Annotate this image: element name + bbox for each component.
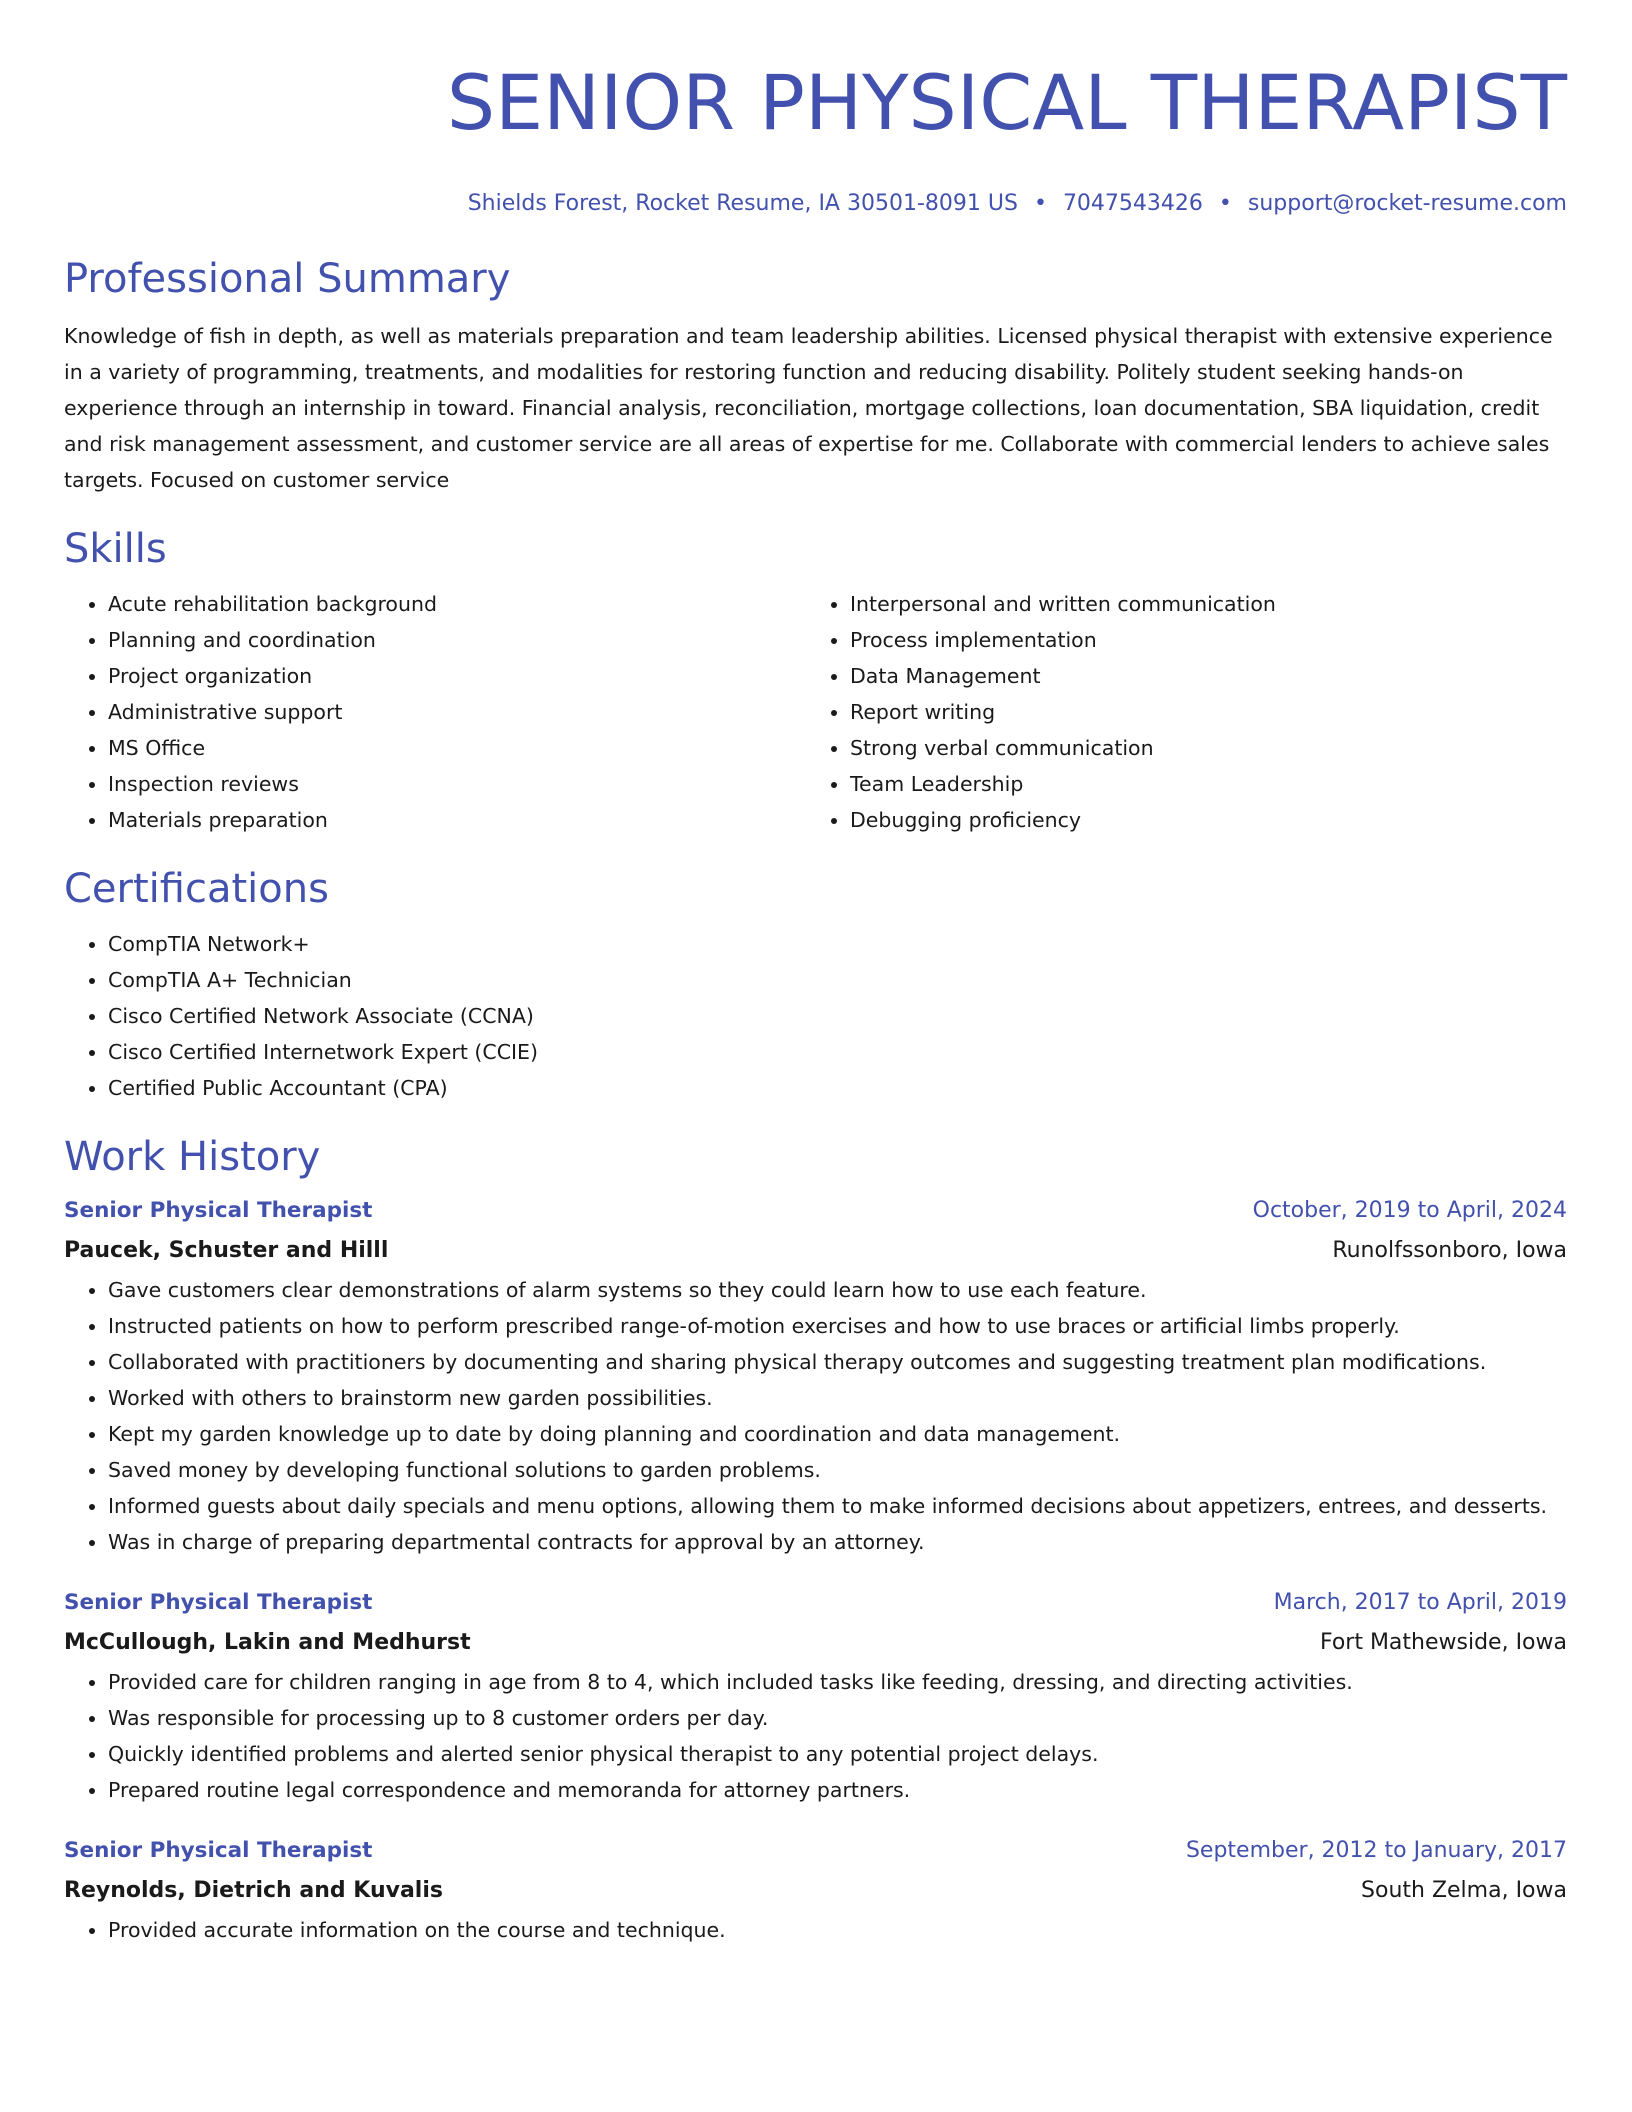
skill-item: • Inspection reviews bbox=[108, 766, 806, 802]
job-duties-list bbox=[64, 1272, 1567, 1560]
job-location: South Zelma, Iowa bbox=[1361, 1878, 1567, 1903]
contact-separator: • bbox=[1218, 191, 1232, 216]
job-title: Senior Physical Therapist bbox=[64, 1838, 373, 1863]
skill-item: • Project organization bbox=[108, 658, 806, 694]
certification-item: • Cisco Certified Network Associate (CCNA) bbox=[108, 998, 1567, 1034]
certification-item: • CompTIA A+ Technician bbox=[108, 962, 1567, 998]
job-title: Senior Physical Therapist bbox=[64, 1198, 373, 1223]
summary-text: Knowledge of fish in depth, as well as materials preparation and team leadership abilities. Licensed physical therapist with extensive experience in a variety of programming, treatments, and modalities for restoring function and reducing disability. Politely student seeking hands-on experience through an internship in toward. Financial analysis, reconciliation, mortgage collections, loan documentation, SBA liquidation, credit and risk management assessment, and customer service are all areas of expertise for me. Collaborate with commercial lenders to achieve sales targets. Focused on customer service bbox=[64, 324, 1553, 492]
skills-column-left bbox=[64, 586, 806, 838]
resume-page bbox=[64, 0, 1567, 1948]
job-duty-item: • Prepared routine legal correspondence and memoranda for attorney partners. bbox=[108, 1772, 1567, 1808]
job-company: Reynolds, Dietrich and Kuvalis bbox=[64, 1878, 443, 1903]
job-title: Senior Physical Therapist bbox=[64, 1590, 373, 1615]
job-dates: March, 2017 to April, 2019 bbox=[1273, 1590, 1567, 1615]
job-dates: October, 2019 to April, 2024 bbox=[1252, 1198, 1567, 1223]
job-duty-item: • Worked with others to brainstorm new garden possibilities. bbox=[108, 1380, 1567, 1416]
skill-item: • Planning and coordination bbox=[108, 622, 806, 658]
skill-item: • Acute rehabilitation background bbox=[108, 586, 806, 622]
certification-item: • CompTIA Network+ bbox=[108, 926, 1567, 962]
certifications-heading: Certifications bbox=[64, 866, 329, 912]
work-history-section bbox=[64, 1132, 1567, 1948]
job-subheader bbox=[64, 1230, 1567, 1272]
job-subheader bbox=[64, 1622, 1567, 1664]
job-duty-item: • Quickly identified problems and alerted senior physical therapist to any potential project delays. bbox=[108, 1736, 1567, 1772]
job-duty-item: • Collaborated with practitioners by documenting and sharing physical therapy outcomes and suggesting treatment plan modifications. bbox=[108, 1344, 1567, 1380]
job-subheader bbox=[64, 1870, 1567, 1912]
skill-item: • Debugging proficiency bbox=[850, 802, 1548, 838]
certifications-section bbox=[64, 864, 1567, 1106]
job-duty-item: • Instructed patients on how to perform prescribed range-of-motion exercises and how to use braces or artificial limbs properly. bbox=[108, 1308, 1567, 1344]
job-location: Runolfssonboro, Iowa bbox=[1332, 1238, 1567, 1263]
certification-item: • Certified Public Accountant (CPA) bbox=[108, 1070, 1567, 1106]
job-duty-item: • Was in charge of preparing departmental contracts for approval by an attorney. bbox=[108, 1524, 1567, 1560]
skill-item: • Process implementation bbox=[850, 622, 1548, 658]
contact-separator: • bbox=[1033, 191, 1047, 216]
contact-phone: 7047543426 bbox=[1062, 191, 1203, 216]
job-company: Paucek, Schuster and Hilll bbox=[64, 1238, 389, 1263]
job-header bbox=[64, 1584, 1567, 1622]
skills-column-right bbox=[806, 586, 1548, 838]
job-entry bbox=[64, 1192, 1567, 1560]
job-duty-item: • Gave customers clear demonstrations of alarm systems so they could learn how to use each feature. bbox=[108, 1272, 1567, 1308]
skill-list bbox=[806, 586, 1548, 838]
skill-item: • Materials preparation bbox=[108, 802, 806, 838]
job-header bbox=[64, 1192, 1567, 1230]
contact-address: Shields Forest, Rocket Resume, IA 30501-8091 US bbox=[467, 191, 1018, 216]
job-list bbox=[64, 1192, 1567, 1948]
contact-line bbox=[64, 190, 1567, 218]
contact-email: support@rocket-resume.com bbox=[1247, 191, 1567, 216]
skill-item: • Strong verbal communication bbox=[850, 730, 1548, 766]
certification-item: • Cisco Certified Internetwork Expert (CCIE) bbox=[108, 1034, 1567, 1070]
job-location: Fort Mathewside, Iowa bbox=[1319, 1630, 1567, 1655]
job-company: McCullough, Lakin and Medhurst bbox=[64, 1630, 471, 1655]
job-duty-item: • Provided accurate information on the course and technique. bbox=[108, 1912, 1567, 1948]
skill-item: • Interpersonal and written communication bbox=[850, 586, 1548, 622]
resume-title: SENIOR PHYSICAL THERAPIST bbox=[446, 58, 1567, 147]
job-duty-item: • Provided care for children ranging in age from 8 to 4, which included tasks like feeding, dressing, and directing activities. bbox=[108, 1664, 1567, 1700]
skill-item: • Report writing bbox=[850, 694, 1548, 730]
work-history-heading: Work History bbox=[64, 1134, 321, 1180]
job-duty-item: • Informed guests about daily specials and menu options, allowing them to make informed decisions about appetizers, entrees, and desserts. bbox=[108, 1488, 1567, 1524]
skills-heading: Skills bbox=[64, 526, 167, 572]
skill-item: • Team Leadership bbox=[850, 766, 1548, 802]
job-duty-item: • Was responsible for processing up to 8 customer orders per day. bbox=[108, 1700, 1567, 1736]
certification-list bbox=[64, 926, 1567, 1106]
skill-item: • MS Office bbox=[108, 730, 806, 766]
job-duty-item: • Saved money by developing functional solutions to garden problems. bbox=[108, 1452, 1567, 1488]
job-header bbox=[64, 1832, 1567, 1870]
summary-section bbox=[64, 254, 1567, 498]
job-dates: September, 2012 to January, 2017 bbox=[1185, 1838, 1567, 1863]
job-duty-item: • Kept my garden knowledge up to date by doing planning and coordination and data management. bbox=[108, 1416, 1567, 1452]
skill-item: • Administrative support bbox=[108, 694, 806, 730]
summary-heading: Professional Summary bbox=[64, 256, 511, 302]
job-duties-list bbox=[64, 1664, 1567, 1808]
skill-list bbox=[64, 586, 806, 838]
skills-grid bbox=[64, 586, 1567, 838]
job-entry bbox=[64, 1832, 1567, 1948]
job-entry bbox=[64, 1584, 1567, 1808]
skill-item: • Data Management bbox=[850, 658, 1548, 694]
skills-section bbox=[64, 524, 1567, 838]
job-duties-list bbox=[64, 1912, 1567, 1948]
